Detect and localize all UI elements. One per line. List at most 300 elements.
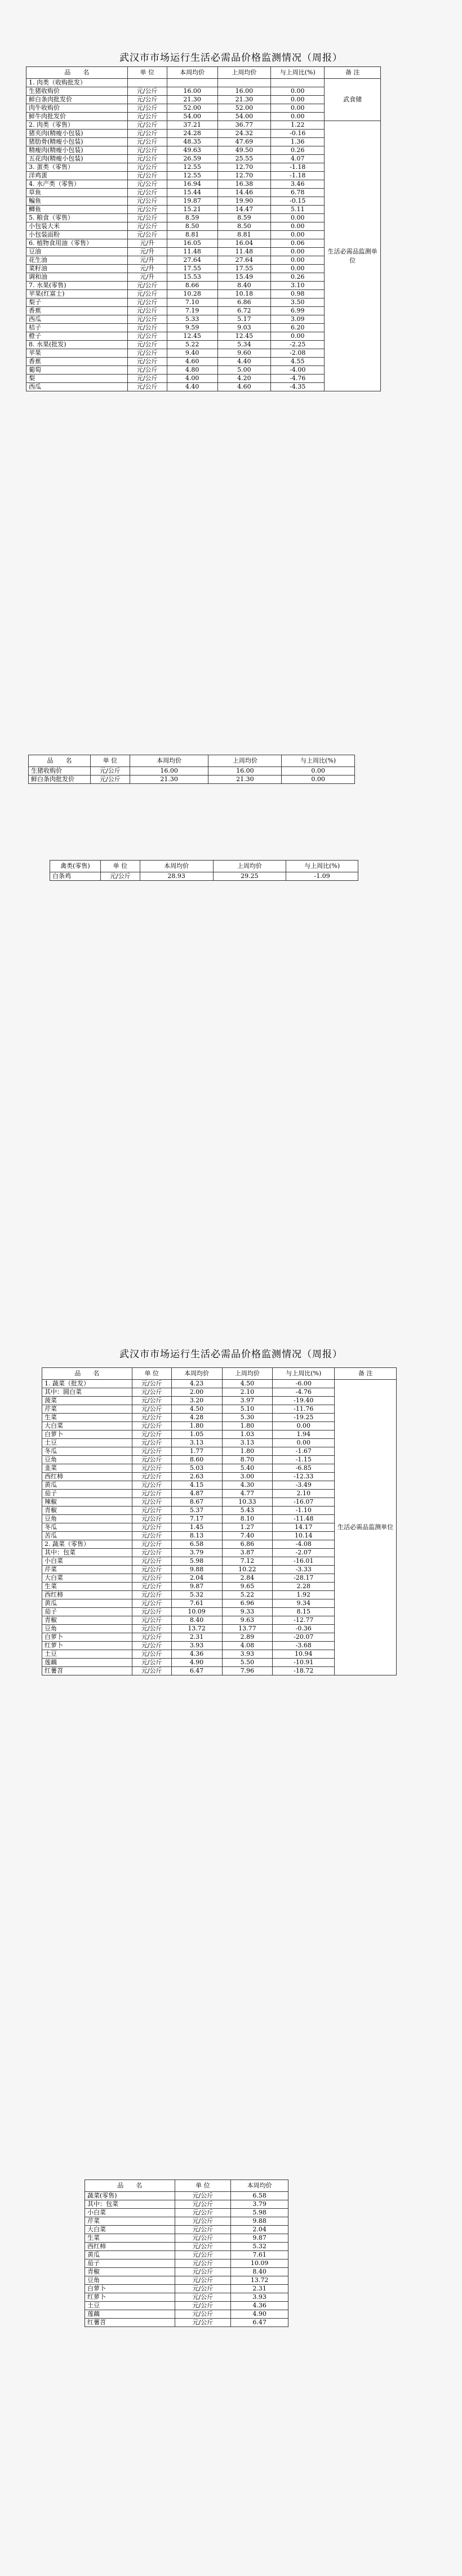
value-cell: -19.40 (273, 1397, 335, 1405)
value-cell: 10.18 (217, 290, 271, 298)
value-cell: 21.30 (217, 96, 271, 104)
value-cell (167, 79, 217, 87)
value-cell: -4.08 (273, 1540, 335, 1549)
value-cell: 0.00 (271, 248, 325, 256)
value-cell: 3.79 (231, 2200, 288, 2209)
value-cell: 元/公斤 (175, 2319, 231, 2327)
value-cell: 元/公斤 (127, 341, 167, 349)
value-cell: -1.18 (271, 172, 325, 180)
column-header: 备 注 (325, 67, 381, 79)
item-name-cell: 茄子 (42, 1490, 132, 1498)
item-name-cell: 青椒 (85, 2268, 175, 2276)
price-table-poultry (50, 860, 358, 881)
column-header: 与上周比(%) (273, 1368, 335, 1380)
value-cell: 元/公斤 (127, 155, 167, 163)
item-name-cell: 芹菜 (42, 1566, 132, 1574)
value-cell: 3.97 (222, 1397, 273, 1405)
value-cell: 8.40 (217, 282, 271, 290)
item-name-cell: 其中：包菜 (42, 1549, 132, 1557)
value-cell: 0.00 (271, 222, 325, 231)
value-cell: 0.00 (282, 767, 355, 776)
value-cell: 元/公斤 (175, 2200, 231, 2209)
value-cell: 12.45 (167, 332, 217, 341)
value-cell: -4.35 (271, 383, 325, 391)
value-cell: 0.00 (271, 87, 325, 96)
value-cell: 元/公斤 (132, 1608, 171, 1616)
value-cell: 3.20 (171, 1397, 222, 1405)
table-row (29, 767, 355, 776)
value-cell: 9.87 (171, 1583, 222, 1591)
value-cell: 15.49 (217, 273, 271, 282)
value-cell: 4.23 (171, 1380, 222, 1388)
value-cell: 11.48 (217, 248, 271, 256)
report-title-2: 武汉市市场运行生活必需品价格监测情况（周报） (119, 1349, 343, 1360)
value-cell: 元/公斤 (132, 1388, 171, 1397)
value-cell: 37.21 (167, 121, 217, 130)
value-cell: 2.84 (222, 1574, 273, 1583)
value-cell: 6.58 (171, 1540, 222, 1549)
value-cell: 8.81 (167, 231, 217, 239)
item-name-cell: 生菜 (85, 2234, 175, 2243)
value-cell: 元/公斤 (175, 2251, 231, 2259)
value-cell: 元/公斤 (132, 1422, 171, 1430)
value-cell: 1.80 (222, 1422, 273, 1430)
value-cell: 7.61 (171, 1599, 222, 1608)
value-cell: 2.31 (171, 1633, 222, 1642)
value-cell: 12.55 (167, 172, 217, 180)
value-cell: 元/公斤 (175, 2243, 231, 2251)
value-cell: 10.28 (167, 290, 217, 298)
item-name-cell: 豆角 (42, 1456, 132, 1464)
value-cell: 8.50 (167, 222, 217, 231)
item-name-cell: 小白菜 (42, 1557, 132, 1566)
value-cell: 0.00 (271, 231, 325, 239)
value-cell: 24.32 (217, 130, 271, 138)
value-cell: 元/公斤 (132, 1625, 171, 1633)
value-cell: 0.00 (271, 265, 325, 273)
value-cell: 54.00 (217, 113, 271, 121)
value-cell: 元/公斤 (132, 1481, 171, 1490)
item-name-cell: 鲜白条肉批发价 (26, 96, 128, 104)
value-cell: 1.80 (222, 1447, 273, 1456)
value-cell: 1.92 (273, 1591, 335, 1599)
item-name-cell: 菠菜 (42, 1397, 132, 1405)
column-header: 禽类(零售) (50, 861, 101, 872)
value-cell: 6.47 (171, 1667, 222, 1675)
value-cell: 17.55 (217, 265, 271, 273)
value-cell: 3.87 (222, 1549, 273, 1557)
item-name-cell: 红薯苕 (85, 2319, 175, 2327)
value-cell: 元/公斤 (132, 1507, 171, 1515)
item-name-cell: 土豆 (42, 1439, 132, 1447)
value-cell: 元/升 (127, 248, 167, 256)
column-header: 单 位 (100, 861, 140, 872)
item-name-cell: 猪夹肉(精瘦小包装) (26, 130, 128, 138)
price-table-pork-wholesale (28, 755, 355, 784)
report-title-1: 武汉市市场运行生活必需品价格监测情况（周报） (119, 52, 343, 64)
value-cell: 8.60 (171, 1456, 222, 1464)
remark-cell: 生活必需品监测单位 (325, 121, 381, 391)
value-cell: 49.50 (217, 146, 271, 155)
item-name-cell: 调和油 (26, 273, 128, 282)
value-cell: 0.00 (282, 776, 355, 784)
value-cell: -16.07 (273, 1498, 335, 1507)
value-cell: 5.98 (231, 2209, 288, 2217)
table-row (85, 2192, 288, 2200)
table-row (85, 2293, 288, 2302)
item-name-cell: 辣椒 (42, 1498, 132, 1507)
table-row (50, 872, 358, 881)
value-cell: 48.35 (167, 138, 217, 146)
value-cell: 元/公斤 (127, 146, 167, 155)
item-name-cell: 蔬菜(零售) (85, 2192, 175, 2200)
value-cell: 元/公斤 (132, 1557, 171, 1566)
value-cell: 2.89 (222, 1633, 273, 1642)
item-name-cell: 芹菜 (42, 1405, 132, 1414)
value-cell: 16.00 (217, 87, 271, 96)
value-cell: 元/公斤 (175, 2217, 231, 2226)
value-cell: -4.00 (271, 366, 325, 375)
value-cell: 元/公斤 (127, 375, 167, 383)
value-cell: 元/公斤 (132, 1583, 171, 1591)
value-cell: 4.90 (231, 2310, 288, 2319)
item-name-cell: 大白菜 (42, 1422, 132, 1430)
value-cell: 元/公斤 (127, 324, 167, 332)
value-cell: 元/公斤 (132, 1490, 171, 1498)
value-cell: 5.34 (217, 341, 271, 349)
item-name-cell: 白萝卜 (85, 2285, 175, 2293)
value-cell: 10.14 (273, 1532, 335, 1540)
value-cell: 元/公斤 (132, 1599, 171, 1608)
value-cell: 0.00 (271, 96, 325, 104)
item-name-cell: 猪肋骨(精瘦小包装) (26, 138, 128, 146)
value-cell: 8.40 (231, 2268, 288, 2276)
column-header: 本周均价 (140, 861, 213, 872)
column-header: 品 名 (26, 67, 128, 79)
value-cell: 5.30 (222, 1414, 273, 1422)
item-name-cell: 其中：圆白菜 (42, 1388, 132, 1397)
item-name-cell: 其中：包菜 (85, 2200, 175, 2209)
value-cell: 6.86 (217, 298, 271, 307)
value-cell: 1.77 (171, 1447, 222, 1456)
value-cell: 16.94 (167, 180, 217, 189)
value-cell: 7.10 (167, 298, 217, 307)
value-cell: 3.13 (171, 1439, 222, 1447)
value-cell: 5.32 (171, 1591, 222, 1599)
value-cell: 3.10 (271, 282, 325, 290)
column-header: 与上周比(%) (286, 861, 358, 872)
item-name-cell: 大白菜 (42, 1574, 132, 1583)
value-cell: 3.50 (271, 298, 325, 307)
item-name-cell: 葡萄 (26, 366, 128, 375)
value-cell: 元/公斤 (175, 2293, 231, 2302)
value-cell: 12.45 (217, 332, 271, 341)
item-name-cell: 生猪收购价 (26, 87, 128, 96)
value-cell: 24.28 (167, 130, 217, 138)
value-cell: 13.72 (231, 2276, 288, 2285)
value-cell: 9.60 (217, 349, 271, 358)
value-cell: 4.00 (167, 375, 217, 383)
table-row (85, 2251, 288, 2259)
table-row (85, 2209, 288, 2217)
value-cell: 5.10 (222, 1405, 273, 1414)
item-name-cell: 莲藕 (42, 1659, 132, 1667)
column-header: 本周均价 (167, 67, 217, 79)
value-cell: 6.96 (222, 1599, 273, 1608)
value-cell: 3.09 (271, 315, 325, 324)
value-cell: 4.20 (217, 375, 271, 383)
item-name-cell: 鲫鱼 (26, 206, 128, 214)
value-cell: 元/公斤 (175, 2209, 231, 2217)
value-cell: 16.05 (167, 239, 217, 248)
value-cell: 4.30 (222, 1481, 273, 1490)
value-cell: 元/升 (127, 239, 167, 248)
value-cell: 元/公斤 (132, 1473, 171, 1481)
column-header: 单 位 (132, 1368, 171, 1380)
value-cell: 54.00 (167, 113, 217, 121)
value-cell: 12.55 (167, 163, 217, 172)
item-name-cell: 青椒 (42, 1507, 132, 1515)
value-cell: 21.30 (130, 776, 208, 784)
value-cell: 元/公斤 (132, 1532, 171, 1540)
item-name-cell: 红萝卜 (42, 1642, 132, 1650)
value-cell: -18.72 (273, 1667, 335, 1675)
item-name-cell: 1. 肉类（收购批发） (26, 79, 128, 87)
value-cell: -1.18 (271, 163, 325, 172)
value-cell: 5.17 (217, 315, 271, 324)
table-row (85, 2217, 288, 2226)
value-cell: 元/公斤 (127, 163, 167, 172)
value-cell: 0.00 (271, 332, 325, 341)
value-cell: 10.09 (231, 2259, 288, 2268)
value-cell: 8.59 (167, 214, 217, 222)
item-name-cell: 4. 水产类（零售） (26, 180, 128, 189)
value-cell: 0.26 (271, 146, 325, 155)
value-cell: 元/公斤 (132, 1414, 171, 1422)
table-row (85, 2302, 288, 2310)
value-cell: -1.10 (273, 1507, 335, 1515)
value-cell: 元/公斤 (127, 290, 167, 298)
value-cell: 元/公斤 (127, 87, 167, 96)
value-cell: 4.28 (171, 1414, 222, 1422)
value-cell: 6.20 (271, 324, 325, 332)
item-name-cell: 豆角 (42, 1515, 132, 1523)
value-cell: 8.50 (217, 222, 271, 231)
value-cell: 16.00 (167, 87, 217, 96)
item-name-cell: 五花肉(精瘦小包装) (26, 155, 128, 163)
value-cell: -4.76 (273, 1388, 335, 1397)
item-name-cell: 土豆 (85, 2302, 175, 2310)
value-cell: 元/公斤 (127, 332, 167, 341)
value-cell: 6.58 (231, 2192, 288, 2200)
value-cell: 8.59 (217, 214, 271, 222)
value-cell: 4.90 (171, 1659, 222, 1667)
value-cell: 5.98 (171, 1557, 222, 1566)
item-name-cell: 5. 粮食（零售） (26, 214, 128, 222)
table-row (85, 2319, 288, 2327)
value-cell: 4.07 (271, 155, 325, 163)
item-name-cell: 8. 水果(批发) (26, 341, 128, 349)
item-name-cell: 小包装大米 (26, 222, 128, 231)
value-cell: 8.66 (167, 282, 217, 290)
item-name-cell: 生菜 (42, 1583, 132, 1591)
value-cell: 元/公斤 (132, 1439, 171, 1447)
value-cell: 9.88 (171, 1566, 222, 1574)
value-cell: 16.00 (208, 767, 282, 776)
value-cell: 2.00 (171, 1388, 222, 1397)
column-header: 单 位 (90, 755, 130, 767)
value-cell: 1.80 (171, 1422, 222, 1430)
value-cell: 16.00 (130, 767, 208, 776)
value-cell: 2.63 (171, 1473, 222, 1481)
value-cell: 9.88 (231, 2217, 288, 2226)
value-cell: 9.40 (167, 349, 217, 358)
value-cell: 元/升 (127, 256, 167, 265)
item-name-cell: 茄子 (42, 1608, 132, 1616)
item-name-cell: 黄瓜 (85, 2251, 175, 2259)
value-cell: -3.49 (273, 1481, 335, 1490)
value-cell: 1.36 (271, 138, 325, 146)
column-header: 品 名 (29, 755, 91, 767)
value-cell: 13.77 (222, 1625, 273, 1633)
value-cell: 1.03 (222, 1430, 273, 1439)
value-cell: 元/公斤 (127, 231, 167, 239)
value-cell: 21.30 (208, 776, 282, 784)
value-cell: 4.55 (271, 358, 325, 366)
value-cell: 元/公斤 (127, 298, 167, 307)
item-name-cell: 橙子 (26, 332, 128, 341)
value-cell: 36.77 (217, 121, 271, 130)
value-cell: 12.70 (217, 163, 271, 172)
value-cell: 元/公斤 (175, 2192, 231, 2200)
item-name-cell: 大白菜 (85, 2226, 175, 2234)
value-cell: 元/公斤 (127, 222, 167, 231)
value-cell: 29.25 (213, 872, 286, 881)
value-cell: 1.22 (271, 121, 325, 130)
value-cell: 28.93 (140, 872, 213, 881)
item-name-cell: 韭菜 (42, 1464, 132, 1473)
value-cell: 9.63 (222, 1616, 273, 1625)
value-cell: 7.19 (167, 307, 217, 315)
value-cell: -28.17 (273, 1574, 335, 1583)
value-cell: 元/公斤 (175, 2268, 231, 2276)
item-name-cell: 花生油 (26, 256, 128, 265)
value-cell: 元/公斤 (132, 1430, 171, 1439)
value-cell (127, 79, 167, 87)
table-row (26, 79, 381, 87)
table-row (85, 2226, 288, 2234)
value-cell: 元/公斤 (132, 1591, 171, 1599)
value-cell: 12.70 (217, 172, 271, 180)
value-cell: 6.72 (217, 307, 271, 315)
table-row (85, 2285, 288, 2293)
value-cell: -19.25 (273, 1414, 335, 1422)
table-row (26, 121, 381, 130)
value-cell: 元/公斤 (127, 349, 167, 358)
column-header: 单 位 (175, 2180, 231, 2192)
value-cell: 元/公斤 (132, 1616, 171, 1625)
value-cell: 4.40 (167, 383, 217, 391)
value-cell: 4.60 (167, 358, 217, 366)
value-cell: 4.40 (217, 358, 271, 366)
item-name-cell: 红萝卜 (85, 2293, 175, 2302)
item-name-cell: 精瘦肉(精瘦小包装) (26, 146, 128, 155)
value-cell: 17.55 (167, 265, 217, 273)
value-cell: 0.00 (273, 1422, 335, 1430)
item-name-cell: 桔子 (26, 324, 128, 332)
table-row (42, 1380, 397, 1388)
item-name-cell: 6. 植物食用油（零售） (26, 239, 128, 248)
value-cell: 元/公斤 (127, 307, 167, 315)
value-cell: 27.64 (167, 256, 217, 265)
value-cell: 元/公斤 (132, 1549, 171, 1557)
value-cell: 15.44 (167, 189, 217, 197)
value-cell: 11.48 (167, 248, 217, 256)
item-name-cell: 菜籽油 (26, 265, 128, 273)
table-row (85, 2310, 288, 2319)
value-cell: 元/公斤 (127, 180, 167, 189)
value-cell: 10.33 (222, 1498, 273, 1507)
value-cell: 元/公斤 (90, 776, 130, 784)
value-cell: 2.04 (231, 2226, 288, 2234)
value-cell: 10.09 (171, 1608, 222, 1616)
column-header: 单 位 (127, 67, 167, 79)
value-cell: 元/公斤 (127, 197, 167, 206)
value-cell: 5.22 (167, 341, 217, 349)
item-name-cell: 西红柿 (85, 2243, 175, 2251)
value-cell: 0.00 (271, 256, 325, 265)
value-cell: 8.15 (273, 1608, 335, 1616)
value-cell: 14.17 (273, 1523, 335, 1532)
value-cell: 5.11 (271, 206, 325, 214)
item-name-cell: 小白菜 (85, 2209, 175, 2217)
value-cell: 0.06 (271, 239, 325, 248)
value-cell: 元/公斤 (132, 1464, 171, 1473)
value-cell: 49.63 (167, 146, 217, 155)
value-cell: 元/公斤 (127, 206, 167, 214)
column-header: 备 注 (335, 1368, 397, 1380)
value-cell: 3.46 (271, 180, 325, 189)
table-row (85, 2234, 288, 2243)
value-cell: 4.60 (217, 383, 271, 391)
value-cell: 1.94 (273, 1430, 335, 1439)
remark-cell: 生活必需品监测单位 (335, 1380, 397, 1675)
value-cell: 元/公斤 (127, 383, 167, 391)
value-cell: 9.59 (167, 324, 217, 332)
value-cell: 元/公斤 (132, 1566, 171, 1574)
item-name-cell: 梨 (26, 375, 128, 383)
value-cell: 元/公斤 (100, 872, 140, 881)
value-cell: 0.00 (271, 214, 325, 222)
value-cell: 14.46 (217, 189, 271, 197)
value-cell: 3.93 (222, 1650, 273, 1659)
value-cell: -20.07 (273, 1633, 335, 1642)
value-cell: 1.27 (222, 1523, 273, 1532)
remark-cell: 武食储 (325, 79, 381, 121)
item-name-cell: 西红柿 (42, 1473, 132, 1481)
value-cell: 4.36 (171, 1650, 222, 1659)
value-cell: 4.50 (171, 1405, 222, 1414)
item-name-cell: 豆角 (85, 2276, 175, 2285)
value-cell: 8.81 (217, 231, 271, 239)
value-cell: 4.77 (222, 1490, 273, 1498)
value-cell: -1.67 (273, 1447, 335, 1456)
item-name-cell: 黄瓜 (42, 1481, 132, 1490)
value-cell: 10.22 (222, 1566, 273, 1574)
value-cell: 元/公斤 (132, 1456, 171, 1464)
column-header: 上周均价 (213, 861, 286, 872)
value-cell: 1.05 (171, 1430, 222, 1439)
